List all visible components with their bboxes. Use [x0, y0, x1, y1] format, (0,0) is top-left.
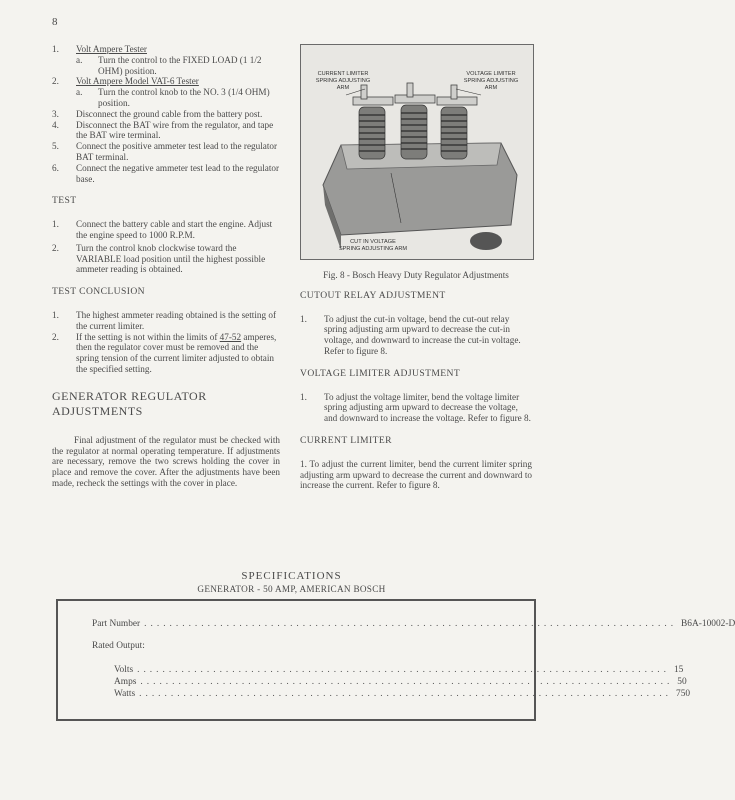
- rated-output-label: Rated Output:: [92, 641, 145, 651]
- list-item: 1. The highest ammeter reading obtained is the setting of the current limiter.: [52, 309, 277, 331]
- current-limiter-label-line3: ARM: [336, 85, 350, 91]
- part-number-row: [92, 619, 735, 629]
- amps-label: Amps: [114, 677, 137, 687]
- cutout-relay-heading: CUTOUT RELAY ADJUSTMENT: [300, 289, 446, 301]
- right-column: [300, 44, 532, 491]
- generator-regulator-text: Final adjustment of the regulator must be checked with the regulator at normal operating temperature. If adjustments are necessary, remove the two screws holding the cover in place and remove the cover. After the adjustments have been made, recheck the settings with the cover in place.: [52, 434, 280, 488]
- regulator-figure: [300, 44, 534, 260]
- volts-value: 15: [673, 665, 684, 675]
- page-number: 8: [52, 16, 58, 28]
- volts-row: [114, 665, 684, 675]
- list-item: 5. Connect the positive ammeter test lead to the regulator BAT terminal.: [52, 141, 278, 162]
- specifications-subtitle: GENERATOR - 50 AMP, AMERICAN BOSCH: [197, 584, 386, 594]
- dot-leader: ....................................................................................: [144, 619, 678, 629]
- list-item: 3. Disconnect the ground cable from the battery post.: [52, 108, 263, 119]
- voltage-limiter-label-line2: SPRING ADJUSTING: [463, 78, 519, 84]
- setup-list: [52, 44, 280, 184]
- list-item: 6. Connect the negative ammeter test lead to the regulator base.: [52, 162, 280, 184]
- current-limiter-label-line2: SPRING ADJUSTING: [315, 78, 371, 84]
- current-limiter-text: 1. To adjust the current limiter, bend the current limiter spring adjusting arm upward to decrease the current and downward to increase the current. Refer to figure 8.: [300, 458, 532, 491]
- current-limiter-heading: CURRENT LIMITER: [300, 434, 392, 446]
- generator-regulator-heading: GENERATOR REGULATOR ADJUSTMENTS: [52, 388, 207, 418]
- watts-label: Watts: [114, 689, 136, 699]
- list-item: 4. Disconnect the BAT wire from the regulator, and tape the BAT wire terminal.: [52, 119, 274, 141]
- rated-output-row: [92, 641, 500, 651]
- cutin-label-line1: CUT IN VOLTAGE: [350, 239, 396, 245]
- left-column: [52, 44, 280, 489]
- list-item: 2. Volt Ampere Model VAT-6 Tester a. Turn the control knob to the NO. 3 (1/4 OHM) position.: [52, 76, 270, 108]
- list-item: 1. Volt Ampere Tester a. Turn the control to the FIXED LOAD (1 1/2 OHM) position.: [52, 44, 262, 76]
- test-list: [52, 219, 280, 275]
- test-heading: TEST: [52, 195, 77, 207]
- list-item: 1. To adjust the voltage limiter, bend the voltage limiter spring adjusting arm upward to decrease the voltage, and downward to increase the voltage. Refer to figure 8.: [300, 391, 531, 424]
- list-item: 2. If the setting is not within the limits of 47-52 amperes, then the regulator cover must be removed and the spring tension of the current limiter adjusted to obtain the specified setting.: [52, 331, 277, 374]
- amps-value: 50: [677, 677, 687, 687]
- dot-leader: ....................................................................................: [139, 689, 672, 699]
- amps-row: [114, 677, 687, 687]
- specifications-box: [56, 599, 735, 721]
- voltage-list: [300, 392, 532, 424]
- part-number-value: B6A-10002-D: [681, 619, 735, 629]
- voltage-limiter-label-line1: VOLTAGE LIMITER: [466, 71, 516, 77]
- dot-leader: ....................................................................................: [137, 665, 670, 675]
- voltage-limiter-label-line3: ARM: [484, 85, 498, 91]
- current-limiter-label-line1: CURRENT LIMITER: [317, 71, 369, 77]
- specifications-title: SPECIFICATIONS: [241, 570, 342, 582]
- figure-caption: Fig. 8 - Bosch Heavy Duty Regulator Adjustments: [323, 270, 509, 280]
- watts-row: [114, 689, 691, 699]
- part-number-label: Part Number: [92, 619, 141, 629]
- regulator-photo-illustration: [301, 45, 533, 259]
- test-conclusion-heading: TEST CONCLUSION: [52, 286, 145, 298]
- voltage-limiter-heading: VOLTAGE LIMITER ADJUSTMENT: [300, 367, 461, 379]
- volts-label: Volts: [114, 665, 134, 675]
- list-item: 1. To adjust the cut-in voltage, bend the cut-out relay spring adjusting arm upward to decrease the cut-in voltage, and downward to increase the cut-in voltage. Refer to figure 8.: [300, 313, 521, 356]
- list-item: 2. Turn the control knob clockwise toward the VARIABLE load position until the highest possible ammeter reading is obtained.: [52, 242, 266, 275]
- cutout-list: [300, 314, 532, 357]
- cutin-label-line2: SPRING ADJUSTING ARM: [338, 246, 408, 252]
- list-item: 1. Connect the battery cable and start the engine. Adjust the engine speed to 1000 R.P.M.: [52, 219, 273, 240]
- watts-value: 750: [676, 689, 691, 699]
- dot-leader: ....................................................................................: [140, 677, 674, 687]
- conclusion-list: [52, 310, 280, 375]
